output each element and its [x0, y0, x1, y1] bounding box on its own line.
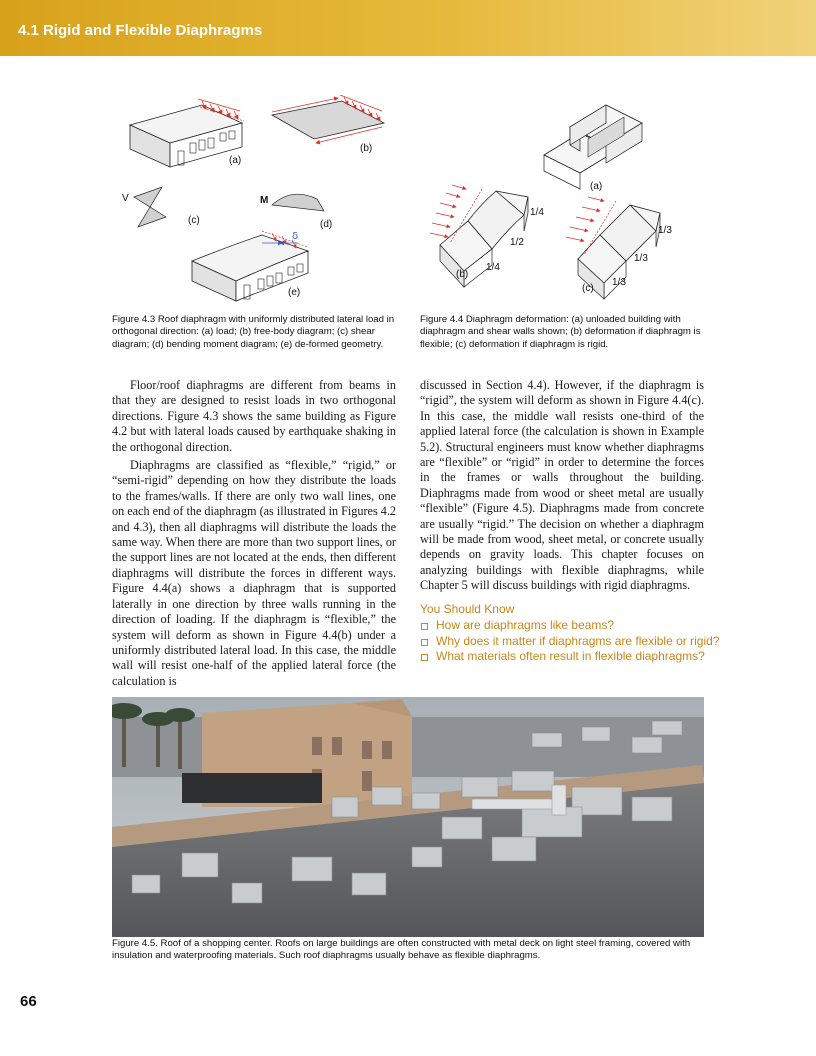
- checkbox-icon: [421, 639, 428, 646]
- ysk-item-text: Why does it matter if diaphragms are flexible or rigid?: [436, 633, 720, 648]
- you-should-know-title: You Should Know: [420, 602, 515, 616]
- ysk-item: [420, 634, 720, 650]
- body-paragraph-2: Diaphragms are classified as “flexible,” “rigid,” or “semi-rigid” depending on how they distribute the loads to the frames/walls. If there are only two wall lines, one on each end of the diaphragm (as illustrated in Figures 4.2 and 4.3), then all diaphragms will distribute the loads the same way. When there are more than two support lines, or the support lines are not located at the ends, then different diaphragms will distribute the forces in different ways. Figure 4.4(a) shows a diaphragm that is supported laterally in one direction by three walls running in the direction of loading. If the diaphragm is “flexible,” the system will deform as shown in Figure 4.4(b) under a uniformly distributed lateral load. In this case, the middle wall will resist one-half of the applied lateral force (the calculation is: [112, 458, 396, 688]
- body-left-column: [112, 378, 396, 692]
- fig43-c-shear-diagram: [122, 187, 200, 227]
- checkbox-icon: [421, 623, 428, 630]
- fig44-label-b-quarter-top: 1/4: [530, 207, 544, 218]
- fig44-label-c: (c): [582, 283, 594, 294]
- checkbox-icon: [421, 654, 428, 661]
- ysk-item-text: What materials often result in flexible diaphragms?: [436, 649, 705, 664]
- figure-4-4: [420, 95, 710, 305]
- fig43-b-free-body: [272, 95, 384, 154]
- fig44-label-b-quarter-bottom: 1/4: [486, 262, 500, 273]
- shopping-center-roof-photo: [112, 697, 704, 937]
- body-paragraph-1: Floor/roof diaphragms are different from beams in that they are designed to resist loads in two orthogonal directions. Figure 4.3 shows the same building as Figure 4.2 but with lateral loads caused by earthquake shaking in the orthogonal direction.: [112, 378, 396, 454]
- fig43-label-delta: δ: [292, 231, 299, 242]
- fig43-label-M: M: [260, 195, 269, 206]
- fig44-label-b-half: 1/2: [510, 237, 524, 248]
- ysk-item-text: How are diaphragms like beams?: [436, 618, 615, 632]
- fig43-label-b: (b): [360, 143, 373, 154]
- fig43-label-V: V: [122, 193, 129, 204]
- figure-4-4-caption: Figure 4.4 Diaphragm deformation: (a) unloaded building with diaphragm and shear walls shown; (b) deformation if diaphragm is flexible; (c) deformation if diaphragm is rigid.: [420, 314, 701, 350]
- fig43-label-e: (e): [288, 287, 301, 298]
- fig44-label-c-third-mid: 1/3: [634, 253, 648, 264]
- figure-4-3-caption: Figure 4.3 Roof diaphragm with uniformly distributed lateral load in orthogonal direction: (a) load; (b) free-body diagram; (c) shear diagram; (d) bending moment diagram; (e) de-formed geometry.: [112, 314, 395, 350]
- ysk-item: [420, 618, 720, 634]
- fig44-label-b: (b): [456, 269, 469, 280]
- page-number: 66: [20, 993, 37, 1010]
- fig43-label-c: (c): [188, 215, 200, 226]
- fig43-d-moment-diagram: [260, 194, 332, 230]
- figure-4-3: [112, 95, 412, 305]
- chapter-section-title: 4.1 Rigid and Flexible Diaphragms: [18, 22, 263, 39]
- fig44-a-unloaded: [544, 105, 642, 192]
- fig44-b-flexible: [430, 185, 544, 287]
- fig44-label-a: (a): [590, 181, 603, 192]
- figure-4-5-caption: Figure 4.5. Roof of a shopping center. Roofs on large buildings are often constructed with metal deck on light steel framing, covered with insulation and waterproofing materials. Such roof diaphragms usually behave as flexible diaphragms.: [112, 938, 691, 962]
- fig43-label-a: (a): [229, 155, 242, 166]
- fig44-label-c-third-bottom: 1/3: [612, 277, 626, 288]
- body-right-column: [420, 378, 704, 597]
- fig44-label-c-third-top: 1/3: [658, 225, 672, 236]
- fig43-a-building: [130, 99, 244, 167]
- fig44-c-rigid: [566, 197, 672, 299]
- ysk-item: [420, 649, 720, 665]
- fig43-e-deformed-building: [192, 231, 308, 301]
- body-paragraph-3: discussed in Section 4.4). However, if the diaphragm is “rigid”, the system will deform as shown in Figure 4.4(c). In this case, the middle wall resists one-third of the applied lateral force (the calculation is shown in Example 5.2). Structural engineers must know whether diaphragms are “flexible” or “rigid” in order to determine the forces in the frames or walls throughout the building. Diaphragms made from wood or sheet metal are usually “flexible” (Figure 4.5). Diaphragms made from concrete are usually “rigid.” The decision on whether a diaphragm will be made from wood, sheet metal, or concrete usually depends on gravity loads. This chapter focuses on analyzing buildings with flexible diaphragms, while Chapter 5 will discuss buildings with rigid diaphragms.: [420, 378, 704, 593]
- you-should-know-box: [420, 602, 720, 665]
- fig43-label-d: (d): [320, 219, 333, 230]
